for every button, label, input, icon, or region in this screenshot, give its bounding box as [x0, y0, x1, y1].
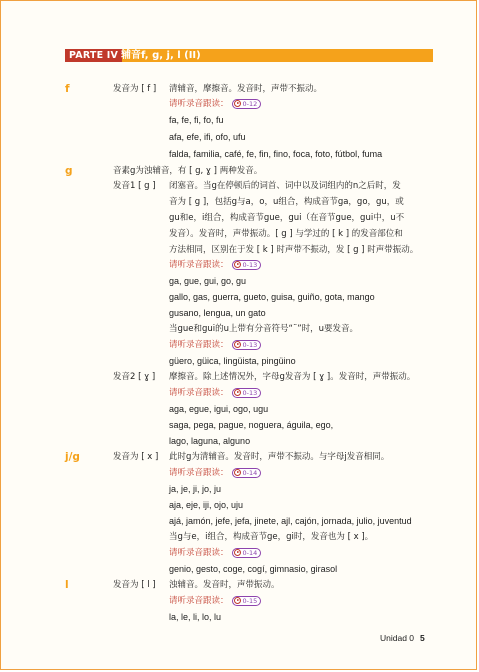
g-listen-prompt — [169, 387, 261, 400]
g-description-line: 发音）。发音时，声带振动。[ g ] 与学过的 [ k ] 的发音部位和 — [169, 229, 403, 239]
f-description: 清辅音，摩擦音。发音时，声带不振动。 — [169, 84, 323, 94]
audio-track-button[interactable]: 0-12 — [232, 99, 262, 109]
play-icon — [234, 341, 241, 348]
g-description-line: gu和e，i组合，构成音节gue，gui（在音节gue，gui中，u不 — [169, 213, 405, 223]
l-listen-prompt — [169, 595, 261, 608]
g-note: 当gue和gui的u上带有分音符号“¨”时，u要发音。 — [169, 324, 358, 334]
letter-f: f — [65, 83, 70, 95]
g-intro: 音素g为浊辅音，有 [ g, ɣ ] 两种发音。 — [113, 166, 263, 176]
jg-word-line: genio, gesto, coge, cogí, gimnasio, girasol — [169, 564, 338, 574]
g-word-line: ga, gue, gui, go, gu — [169, 276, 247, 286]
g-word-line: saga, pega, pague, noguera, águila, ego, — [169, 420, 334, 430]
audio-track-button[interactable]: 0-14 — [232, 468, 262, 478]
section-header — [65, 49, 433, 62]
g-pronunciation-2-label: 发音2 [ ɣ ] — [113, 372, 156, 382]
listen-label: 请听录音跟读： — [169, 260, 229, 270]
audio-track-button[interactable]: 0-13 — [232, 388, 262, 398]
jg-listen-prompt — [169, 547, 261, 560]
g-word-line: lago, laguna, alguno — [169, 436, 251, 446]
g-listen-prompt — [169, 339, 261, 352]
listen-label: 请听录音跟读： — [169, 468, 229, 478]
listen-label: 请听录音跟读： — [169, 548, 229, 558]
play-icon — [234, 597, 241, 604]
g-description-2: 摩擦音。除上述情况外，字母g发音为 [ ɣ ]。发音时，声带振动。 — [169, 372, 416, 382]
letter-l: l — [65, 579, 69, 591]
jg-listen-prompt — [169, 467, 261, 480]
l-description: 浊辅音。发音时，声带振动。 — [169, 580, 280, 590]
g-description-line: 音为 [ g ]，包括g与a，o，u组合，构成音节ga，go，gu，或 — [169, 197, 404, 207]
jg-word-line: ja, je, ji, jo, ju — [169, 484, 222, 494]
play-icon — [234, 100, 241, 107]
jg-note: 当g与e，i组合，构成音节ge，gi时，发音也为 [ x ]。 — [169, 532, 374, 542]
l-word-line: la, le, li, lo, lu — [169, 612, 222, 622]
play-icon — [234, 469, 241, 476]
jg-pronunciation-label: 发音为 [ x ] — [113, 452, 159, 462]
f-word-line: falda, familia, café, fe, fin, fino, foca, foto, fútbol, fuma — [169, 149, 383, 159]
g-listen-prompt — [169, 259, 261, 272]
page-footer — [380, 632, 425, 644]
f-listen-prompt — [169, 98, 261, 111]
g-word-line: gusano, lengua, un gato — [169, 308, 266, 318]
unit-label: Unidad 0 — [380, 633, 415, 643]
play-icon — [234, 389, 241, 396]
letter-g: g — [65, 165, 73, 177]
f-word-line: afa, efe, ifi, ofo, ufu — [169, 132, 246, 142]
listen-label: 请听录音跟读： — [169, 388, 229, 398]
f-pronunciation-label: 发音为 [ f ] — [113, 84, 157, 94]
parte-label: PARTE IV — [65, 49, 122, 62]
listen-label: 请听录音跟读： — [169, 340, 229, 350]
audio-track-button[interactable]: 0-15 — [232, 596, 262, 606]
page-number: 5 — [420, 633, 425, 643]
g-description-line: 闭塞音。当g在停顿后的词首、词中以及词组内的n之后时，发 — [169, 181, 401, 191]
listen-label: 请听录音跟读： — [169, 99, 229, 109]
g-word-line: aga, egue, igui, ogo, ugu — [169, 404, 269, 414]
audio-track-button[interactable]: 0-13 — [232, 260, 262, 270]
jg-word-line: aja, eje, iji, ojo, uju — [169, 500, 244, 510]
f-word-line: fa, fe, fi, fo, fu — [169, 115, 224, 125]
jg-description: 此时g为清辅音。发音时，声带不振动。与字母j发音相同。 — [169, 452, 390, 462]
letter-jg: j/g — [65, 451, 80, 463]
g-pronunciation-1-label: 发音1 [ g ] — [113, 181, 156, 191]
g-description-line: 方法相同，区别在于发 [ k ] 时声带不振动，发 [ g ] 时声带振动。 — [169, 245, 419, 255]
g-word-line: güero, güica, lingüista, pingüino — [169, 356, 296, 366]
audio-track-button[interactable]: 0-14 — [232, 548, 262, 558]
play-icon — [234, 549, 241, 556]
jg-word-line: ajá, jamón, jefe, jefa, jinete, ajl, cajón, jornada, julio, juventud — [169, 516, 412, 526]
g-word-line: gallo, gas, guerra, gueto, guisa, guiño, gota, mango — [169, 292, 375, 302]
section-title: 辅音f, g, j, l (II) — [121, 50, 201, 61]
listen-label: 请听录音跟读： — [169, 596, 229, 606]
play-icon — [234, 261, 241, 268]
audio-track-button[interactable]: 0-13 — [232, 340, 262, 350]
l-pronunciation-label: 发音为 [ l ] — [113, 580, 156, 590]
